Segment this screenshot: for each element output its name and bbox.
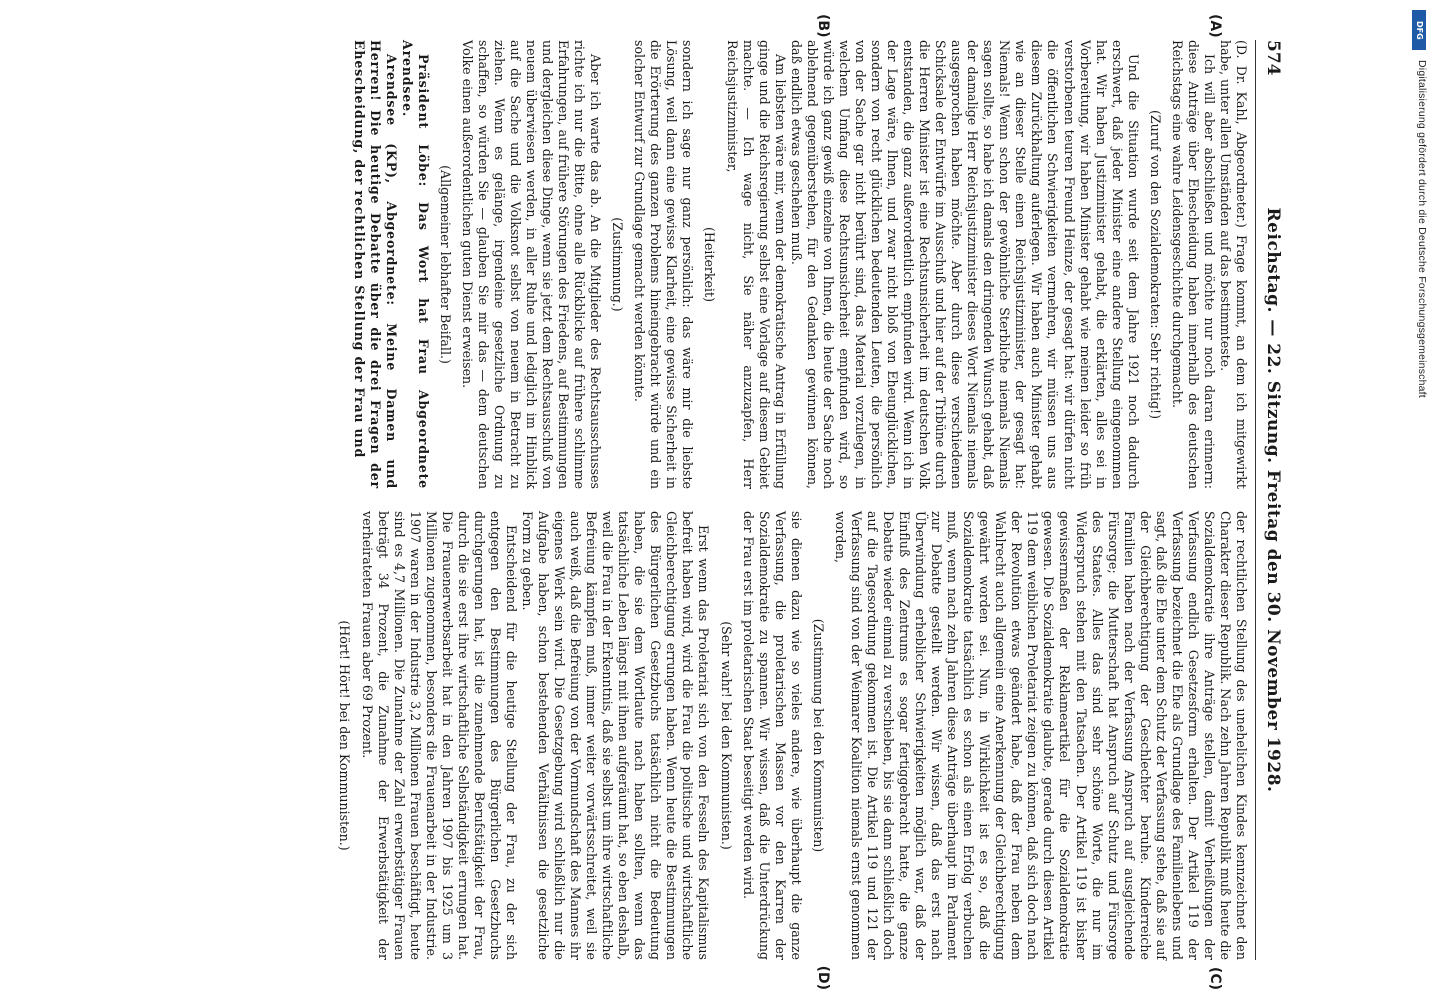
interjection: (Zuruf von den Sozialdemokraten: Sehr richtig!): [1147, 109, 1163, 420]
paragraph: Entscheidend für die heutige Stellung der Frau, zu der sich entgegen den Bestimmungen des Bürgerlichen Gesetzbuchs durchgerungen hat, ist die zunehmende Berufstätigkeit der Frau, durch die sie erst ihre wirtschaftliche Selbständigkeit errungen hat. Die Frauenerwerbsarbeit hat in den Jahren 1907 bis 1925 um 3 Millionen zugenommen, besonders die Frauenarbeit in der Industrie. 1907 waren in der Industrie 3,2 Millionen Frauen beschäftigt, heute sind es 4,7 Millionen. Die Zunahme der Zahl erwerbstätiger Frauen beträgt 34 Prozent, die Zunahme der Erwerbstätigkeit der verheirateten Frauen aber 69 Prozent.: [359, 511, 519, 960]
paragraph: Am liebsten wäre mir, wenn der demokratische Antrag in Erfüllung ginge und die Reichsregierung selbst eine Vorlage auf diesem Gebiet machte. — Ich wage nicht, Sie näher anzuzapfen, Herr Reichsjustizminister,: [724, 40, 788, 489]
paragraph: Aber ich warte das ab. An die Mitglieder des Rechtsausschusses richte ich nur die Bitte, ohne alle Rückblicke auf frühere schlimme Erfahrungen, auf frühere Störungen des Friedens, auf Bestimmungen und dergleichen diese Dinge, wenn sie jetzt dem Rechtsausschuß von neuem überwiesen werden, in aller Ruhe und lediglich im Hinblick auf die Sache und die Volksnot selbst von neuem in Betracht zu ziehen. Wenn es gelänge, irgendeine gesetzliche Ordnung zu schaffen, so würden Sie — glauben Sie mir das — dem deutschen Volke einen außerordentlichen guten Dienst erweisen.: [459, 40, 604, 489]
paragraph: Ich will aber abschließen und möchte nur noch daran erinnern: diese Anträge über Ehescheidung haben innerhalb des deutschen Reichstags eine wahre Leidensgeschichte durchgemacht.: [1169, 40, 1217, 489]
interjection: (Heiterkeit): [702, 227, 718, 302]
margin-marker-b: (B): [815, 14, 831, 38]
document-page: [80, 14, 1290, 990]
speaker-line: Arendsee (KP), Abgeordnete: Meine Damen und Herren! Die heutige Debatte über die drei Fragen der Ehescheidung, der rechtlichen Stellung der Frau und: [351, 40, 399, 489]
paragraph: der rechtlichen Stellung des unehelichen Kindes kennzeichnet den Charakter dieser Republik. Nach zehn Jahren Republik muß heute die Sozialdemokratie ihre Anträge stellen, damit Verheißungen der Verfassung endlich Gesetzesform erhalten. Der Artikel 119 der Verfassung bezeichnet die Ehe als Grundlage des Familienlebens und sagt, daß die Ehe unter dem Schutz der Verfassung stehe, daß sie auf der Gleichberechtigung der Geschlechter beruhe. Kinderreiche Familien haben nach der Verfassung Anspruch auf ausgleichende Fürsorge; die Mutterschaft hat Anspruch auf Schutz und Fürsorge des Staates. Alles das sind sehr schöne Worte, die nur im Widerspruch stehen mit den Tatsachen. Der Artikel 119 ist bisher gewissermaßen der Reklameartikel für die Sozialdemokratie gewesen. Die Sozialdemokratie glaubte, gerade durch diesen Artikel 119 dem weiblichen Proletariat zeigen zu können, daß sich doch nach der Revolution etwas geändert habe, daß der Frau neben dem Wahlrecht auch allgemein eine Anerkennung der Gleichberechtigung gewährt worden sei. Nun, in Wirklichkeit ist es so, daß die Sozialdemokratie tatsächlich es schon als einen Erfolg verbuchen muß, wenn nach zehn Jahren diese Anträge überhaupt im Parlament zur Debatte gestellt werden. Wir wissen, daß das erst nach Überwindung erheblicher Schwierigkeiten möglich war, daß der Einfluß des Zentrums es sogar fertiggebracht hatte, die ganze Debatte wieder einmal zu verschieben, bis sie dann schließlich doch auf die Tagesordnung gekommen ist. Die Artikel 119 und 121 der Verfassung sind von der Weimarer Koalition niemals ernst genommen worden,: [832, 511, 1249, 960]
margin-marker-d: (D): [815, 965, 831, 990]
interjection: (Sehr wahr! bei den Kommunisten.): [718, 621, 734, 850]
interjection: (Zustimmung bei den Kommunisten): [810, 618, 826, 853]
paragraph: sie dienen dazu wie so vieles andere, wie überhaupt die ganze Verfassung, die proletarischen Massen vor den Karren der Sozialdemokratie zu spannen. Wir wissen, daß die Unterdrückung der Frau erst im proletarischen Staat beseitigt werden wird.: [740, 511, 804, 960]
right-column: [330, 511, 1249, 990]
paragraph: Erst wenn das Proletariat sich von den Fesseln des Kapitalismus befreit haben wird, wird die Frau die politische und wirtschaftliche Gleichberechtigung errungen haben. Wenn heute die Bestimmungen des Bürgerlichen Gesetzbuchs tatsächlich nicht die Bedeutung haben, die sie dem Wortlaute nach haben sollten, wenn das tatsächliche Leben längst mit ihnen aufgeräumt hat, so eben deshalb, weil die Frau in der Erkenntnis, daß sie selbst um ihre wirtschaftliche Befreiung kämpfen muß, immer weiter vorwärtsschreitet, weil sie auch weiß, daß die Befreiung von der Vormundschaft des Mannes ihr eigenes Werk sein wird. Die Gesetzgebung wird schließlich nur die Aufgabe haben, schon bestehenden Verhältnissen die gesetzliche Form zu geben.: [519, 511, 712, 960]
page-header: [1255, 40, 1290, 960]
margin-marker-c: (C): [1207, 966, 1223, 990]
paragraph: sondern ich sage nur ganz persönlich: das wäre mir die liebste Lösung, weil dann eine gewisse Klarheit, eine gewisse Sicherheit in die Erörterung des ganzen Problems hineingebracht würde und ein solcher Entwurf zur Grundlage gemacht werden könnte.: [632, 40, 696, 489]
page-number: 574: [1263, 40, 1283, 76]
dfg-attribution: Digitalisierung gefördert durch die Deutsche Forschungsgemeinschaft: [1416, 60, 1428, 398]
page-title: Reichstag. — 22. Sitzung. Freitag den 30. November 1928.: [1263, 207, 1283, 793]
margin-marker-a: (A): [1207, 14, 1223, 38]
interjection: (Hört! Hört! bei den Kommunisten.): [337, 620, 353, 851]
interjection: (Zustimmung.): [610, 217, 626, 312]
interjection: (Allgemeiner lebhafter Beifall.): [437, 165, 453, 364]
paragraph: (D. Dr. Kahl, Abgeordneter.) Frage kommt, an dem ich mitgewirkt habe, unter allen Umständen auf das bestimmteste.: [1217, 40, 1249, 489]
page-body: [330, 14, 1255, 990]
paragraph: Und die Situation wurde seit dem Jahre 1921 noch dadurch erschwert, daß jeder Minister eine andere Stellung eingenommen hat. Wir haben Justizminister gehabt, die erklärten, alles sei in Vorbereitung, wir haben Minister gehabt wie meinen leider so früh verstorbenen teuren Freund Heinze, der gesagt hat: wir dürfen nicht die öffentlichen Schwierigkeiten vermehren, wir müssen uns aus diesem Zurückhaltung auferlegen. Wir haben auch Minister gehabt wie an dieser Stelle einen Reichsjustizminister, der gesagt hat: Niemals! Wenn schon der gewöhnliche Sterbliche niemals Niemals sagen sollte, so habe ich damals den dringenden Wunsch gehabt, daß der damalige Herr Reichsjustizminister dieses Wort Niemals niemals ausgesprochen haben möchte. Aber durch diese verschiedenen Schicksale der Entwürfe im Ausschuß und hier auf der Tribüne durch die Herren Minister ist eine Rechtsunsicherheit im deutschen Volk entstanden, die ganz außerordentlich empfunden wird. Wenn ich in der Lage wäre, Ihnen, und zwar nicht bloß von Eheunglücklichen, sondern von recht glücklichen bedeutenden Leuten, die persönlich von der Sache gar nicht berührt sind, das Material vorzulegen, in welchem Umfang diese Rechtsunsicherheit empfunden wird, so würde ich ganz gewiß einzelne von Ihnen, die heute der Sache noch ablehnend gegenüberstehen, für den Gedanken gewinnen können, daß endlich etwas geschehen muß.: [788, 40, 1141, 489]
speaker-line: Präsident Löbe: Das Wort hat Frau Abgeordnete Arendsee.: [399, 40, 431, 489]
dfg-logo: DFG: [1412, 10, 1426, 50]
left-column: [330, 14, 1249, 489]
